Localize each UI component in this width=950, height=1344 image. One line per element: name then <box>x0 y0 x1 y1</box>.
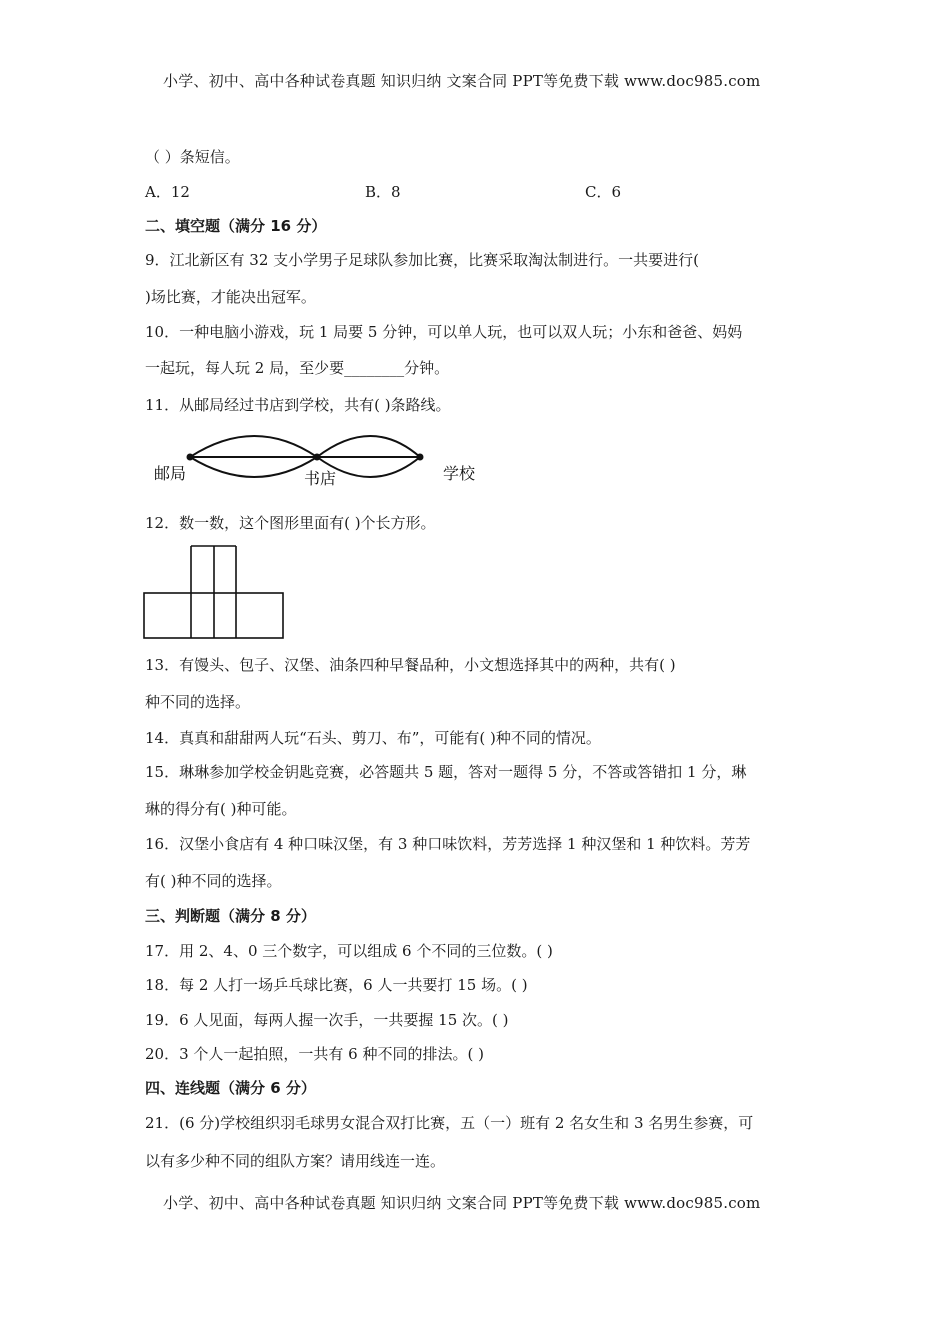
q15-line2: 琳的得分有( )种可能。 <box>145 800 297 818</box>
q13-line1: 13．有馒头、包子、汉堡、油条四种早餐品种，小文想选择其中的两种，共有( ) <box>145 656 676 674</box>
rectangle-figure <box>143 544 288 641</box>
q8-option-b: B．8 <box>365 183 401 201</box>
section-judgement-heading: 三、判断题（满分 8 分） <box>145 907 316 925</box>
label-school: 学校 <box>443 464 476 483</box>
q21-line1: 21．(6 分)学校组织羽毛球男女混合双打比赛，五（一）班有 2 名女生和 3 名男生参赛，可 <box>145 1114 754 1132</box>
q14-text: 14．真真和甜甜两人玩“石头、剪刀、布”，可能有( )种不同的情况。 <box>145 729 601 747</box>
q21-line2: 以有多少种不同的组队方案？请用线连一连。 <box>145 1152 446 1170</box>
q19-text: 19．6 人见面，每两人握一次手，一共要握 15 次。( ) <box>145 1011 509 1029</box>
label-bookstore: 书店 <box>304 469 337 488</box>
q18-text: 18．每 2 人打一场乒乓球比赛，6 人一共要打 15 场。( ) <box>145 976 528 994</box>
q13-line2: 种不同的选择。 <box>145 693 251 711</box>
q16-line1: 16．汉堡小食店有 4 种口味汉堡，有 3 种口味饮料，芳芳选择 1 种汉堡和 1 种饮料。芳芳 <box>145 835 751 853</box>
page-header: 小学、初中、高中各种试卷真题 知识归纳 文案合同 PPT等免费下载 www.doc985.com <box>163 72 761 90</box>
q9-line2: )场比赛，才能决出冠军。 <box>145 288 316 306</box>
q8-option-c: C．6 <box>585 183 622 201</box>
route-diagram <box>150 425 490 495</box>
q8-option-a: A．12 <box>145 183 190 201</box>
page-footer: 小学、初中、高中各种试卷真题 知识归纳 文案合同 PPT等免费下载 www.doc985.com <box>163 1194 761 1212</box>
label-post-office: 邮局 <box>154 464 187 483</box>
q8-tail: （ ）条短信。 <box>145 148 240 166</box>
q10-line2: 一起玩，每人玩 2 局，至少要________分钟。 <box>145 359 450 377</box>
q12-text: 12．数一数，这个图形里面有( )个长方形。 <box>145 514 436 532</box>
q15-line1: 15．琳琳参加学校金钥匙竞赛，必答题共 5 题，答对一题得 5 分，不答或答错扣 1 分，琳 <box>145 763 747 781</box>
section-matching-heading: 四、连线题（满分 6 分） <box>145 1079 316 1097</box>
q9-line1: 9．江北新区有 32 支小学男子足球队参加比赛，比赛采取淘汰制进行。一共要进行( <box>145 251 700 269</box>
q11-text: 11．从邮局经过书店到学校，共有( )条路线。 <box>145 396 451 414</box>
q10-line1: 10．一种电脑小游戏，玩 1 局要 5 分钟，可以单人玩，也可以双人玩；小东和爸爸、妈妈 <box>145 323 743 341</box>
q20-text: 20．3 个人一起拍照，一共有 6 种不同的排法。( ) <box>145 1045 484 1063</box>
q17-text: 17．用 2、4、0 三个数字，可以组成 6 个不同的三位数。( ) <box>145 942 553 960</box>
section-fill-blank-heading: 二、填空题（满分 16 分） <box>145 217 327 235</box>
q16-line2: 有( )种不同的选择。 <box>145 872 282 890</box>
